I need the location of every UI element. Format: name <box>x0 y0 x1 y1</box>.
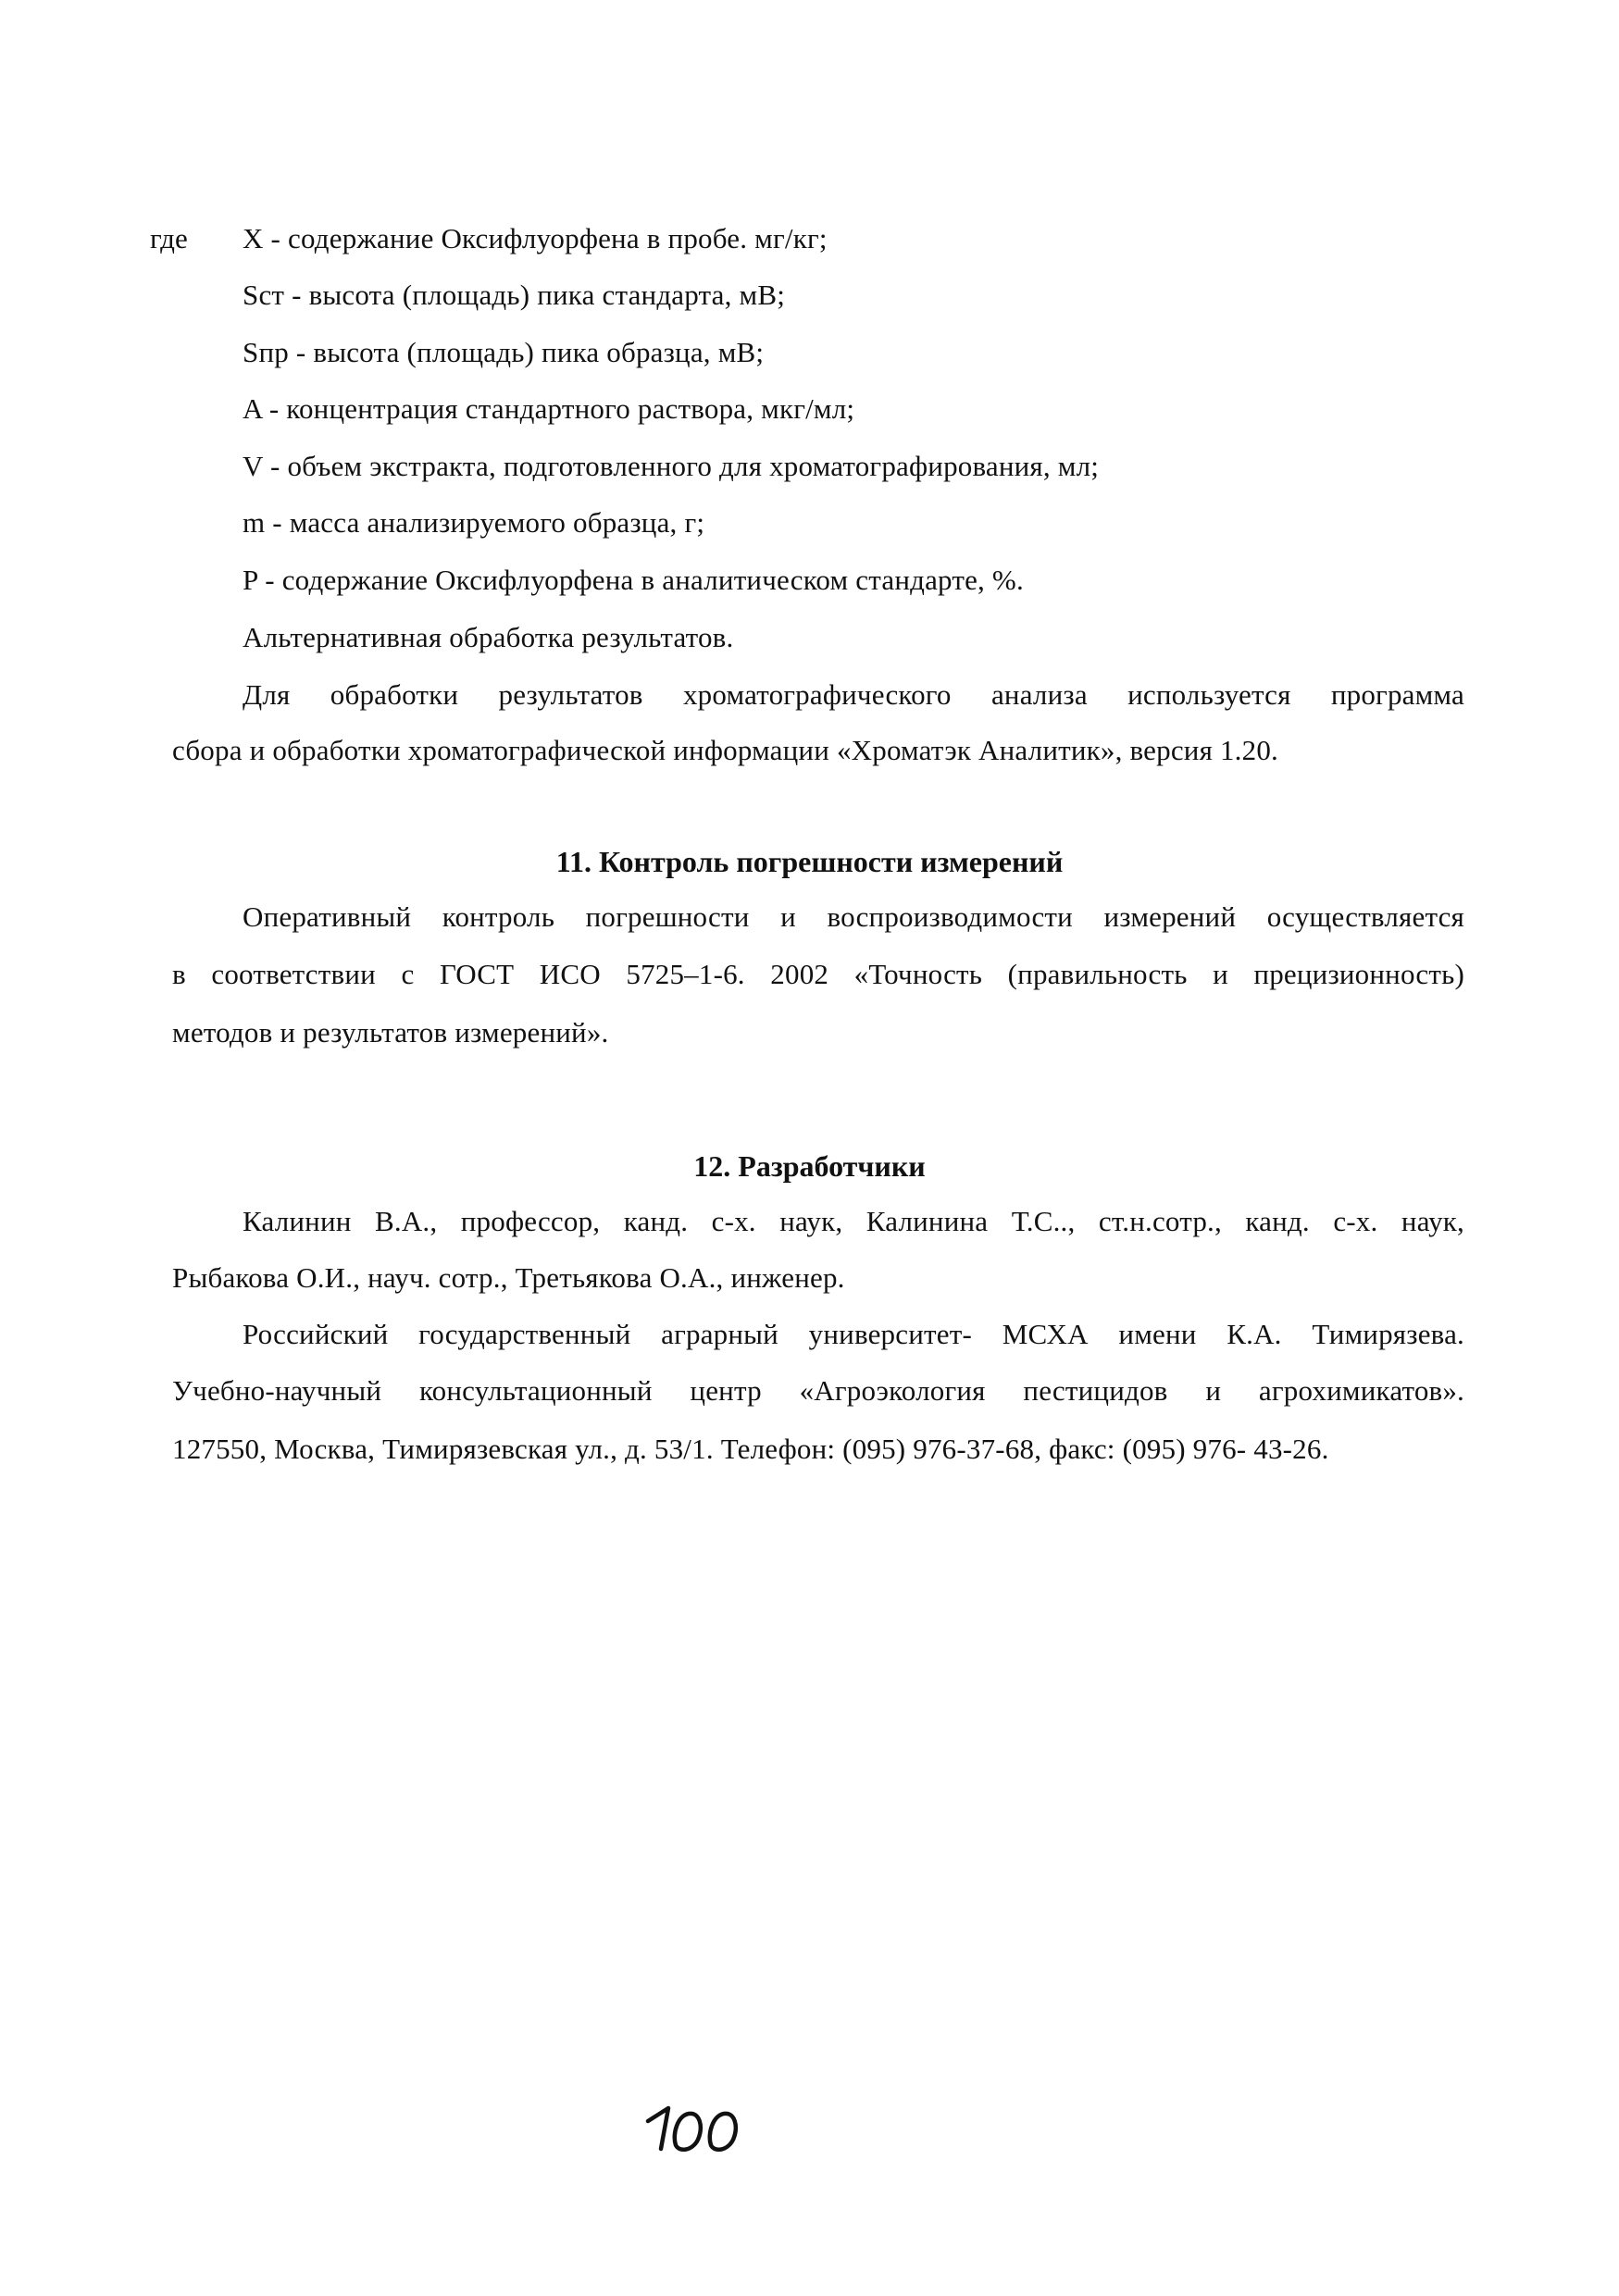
handwritten-page-number <box>641 2101 761 2156</box>
definition-a: A - концентрация стандартного раствора, мкг/мл; <box>243 392 855 425</box>
definition-x: X - содержание Оксифлуорфена в пробе. мг/кг; <box>243 222 828 254</box>
section-11-line3: методов и результатов измерений». <box>172 1016 609 1049</box>
section-11-line1: Оперативный контроль погрешности и воспроизводимости измерений осуществляется <box>243 900 1464 933</box>
organization-line1: Российский государственный аграрный университет- МСХА имени К.А. Тимирязева. <box>243 1318 1464 1350</box>
authors-line2: Рыбакова О.И., науч. сотр., Третьякова О.А., инженер. <box>172 1261 845 1294</box>
section-11-heading: 11. Контроль погрешности измерений <box>555 845 1064 878</box>
definition-v: V - объем экстракта, подготовленного для хроматографирования, мл; <box>243 450 1100 482</box>
where-label: где <box>150 222 188 254</box>
section-12-heading: 12. Разработчики <box>693 1149 926 1183</box>
software-para-line1: Для обработки результатов хроматографического анализа используется программа <box>243 678 1464 711</box>
definition-m: m - масса анализируемого образца, г; <box>243 506 705 539</box>
definition-s-standard: Sст - высота (площадь) пика стандарта, мВ; <box>243 279 786 311</box>
page-number-handwriting <box>641 2101 761 2156</box>
organization-line2: Учебно-научный консультационный центр «Агроэкология пестицидов и агрохимикатов». <box>172 1374 1464 1407</box>
definition-s-sample: Sпр - высота (площадь) пика образца, мВ; <box>243 336 765 368</box>
software-para-line2: сбора и обработки хроматографической информации «Хроматэк Аналитик», версия 1.20. <box>172 734 1278 766</box>
organization-line3: 127550, Москва, Тимирязевская ул., д. 53/1. Телефон: (095) 976-37-68, факс: (095) 976- 43-26. <box>172 1433 1329 1465</box>
definition-p: P - содержание Оксифлуорфена в аналитическом стандарте, %. <box>243 564 1024 596</box>
authors-line1: Калинин В.А., профессор, канд. с-х. наук, Калинина Т.С.., ст.н.сотр., канд. с-х. наук, <box>243 1205 1464 1237</box>
alt-processing-text: Альтернативная обработка результатов. <box>243 621 734 653</box>
section-11-line2: в соответствии с ГОСТ ИСО 5725–1-6. 2002 «Точность (правильность и прецизионность) <box>172 958 1464 990</box>
